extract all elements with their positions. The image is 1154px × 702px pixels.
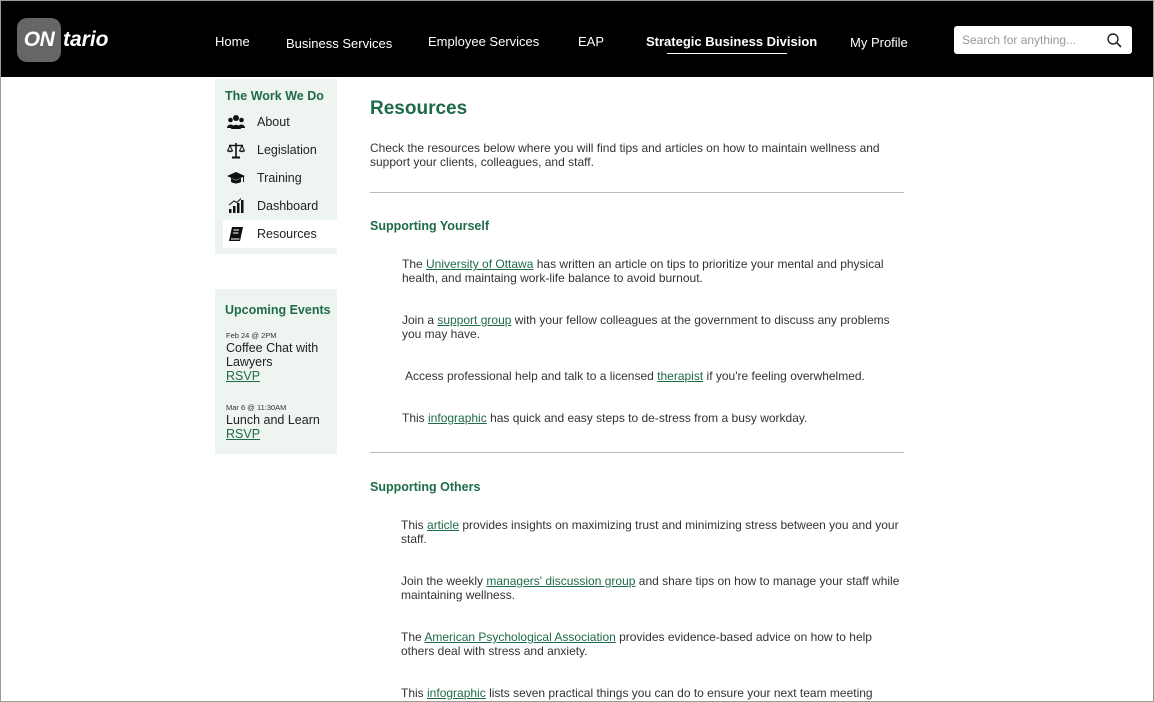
bar-chart-icon — [227, 197, 245, 215]
resource-paragraph: The University of Ottawa has written an article on tips to prioritize your mental and physical health, and maintaing work-life balance to avoid burnout. — [402, 257, 884, 285]
event-date: Mar 6 @ 11:30AM — [226, 403, 287, 412]
work-we-do-panel — [215, 79, 337, 254]
resource-paragraph: Join the weekly managers' discussion group and share tips on how to manage your staff while maintaining wellness. — [401, 574, 900, 602]
section-title-supporting-others: Supporting Others — [370, 480, 481, 494]
resource-paragraph: Join a support group with your fellow colleagues at the government to discuss any problems you may have. — [402, 313, 890, 341]
upcoming-events-title: Upcoming Events — [225, 303, 331, 317]
resource-link[interactable]: University of Ottawa — [426, 257, 534, 271]
event-title: Coffee Chat with Lawyers — [226, 341, 319, 369]
intro-text: Check the resources below where you will find tips and articles on how to maintain wellness and support your clients, colleagues, and staff. — [370, 141, 880, 169]
logo-text: tario — [63, 28, 109, 51]
upcoming-events-panel — [215, 289, 337, 454]
resource-link[interactable]: infographic — [427, 686, 486, 700]
sidebar-item-about[interactable] — [223, 108, 337, 136]
section-divider — [370, 192, 904, 193]
resource-link[interactable]: article — [427, 518, 460, 532]
logo-badge: ON — [17, 18, 61, 62]
search-box — [954, 26, 1132, 54]
resource-link[interactable]: support group — [437, 313, 512, 327]
users-icon — [227, 113, 245, 131]
resource-paragraph: Access professional help and talk to a licensed therapist if you're feeling overwhelmed. — [405, 369, 865, 383]
graduation-cap-icon — [227, 169, 245, 187]
search-icon[interactable] — [1106, 32, 1122, 48]
nav-business-services[interactable]: Business Services — [286, 36, 393, 51]
sidebar-item-label: Legislation — [257, 143, 317, 157]
resource-link[interactable]: infographic — [428, 411, 487, 425]
sidebar-item-dashboard[interactable] — [223, 192, 337, 220]
resource-link[interactable]: American Psychological Association — [424, 630, 616, 644]
page-title: Resources — [370, 98, 468, 119]
resource-link[interactable]: managers' discussion group — [486, 574, 636, 588]
sidebar-item-label: About — [257, 115, 290, 129]
event-rsvp-link[interactable]: RSVP — [226, 369, 261, 383]
book-icon — [227, 225, 245, 243]
resource-paragraph: This article provides insights on maximizing trust and minimizing stress between you and your staff. — [401, 518, 899, 546]
nav-home[interactable]: Home — [215, 34, 250, 49]
sidebar-item-resources[interactable] — [223, 220, 337, 248]
ontario-logo[interactable] — [17, 17, 109, 63]
top-nav-bar — [1, 1, 1153, 77]
sidebar-item-label: Training — [257, 171, 302, 185]
resource-paragraph: This infographic has quick and easy steps to de-stress from a busy workday. — [402, 411, 808, 425]
work-we-do-title: The Work We Do — [225, 89, 324, 103]
active-nav-underline — [667, 53, 787, 54]
sidebar-item-label: Resources — [257, 227, 317, 241]
section-divider — [370, 452, 904, 453]
event-rsvp-link[interactable]: RSVP — [226, 427, 261, 441]
resource-paragraph: This infographic lists seven practical things you can do to ensure your next team meeting — [401, 686, 873, 700]
nav-employee-services[interactable]: Employee Services — [428, 34, 540, 49]
event-title: Lunch and Learn — [226, 413, 320, 427]
section-title-supporting-yourself: Supporting Yourself — [370, 219, 489, 233]
sidebar-item-training[interactable] — [223, 164, 337, 192]
sidebar-item-legislation[interactable] — [223, 136, 337, 164]
resource-paragraph: The American Psychological Association provides evidence-based advice on how to help others deal with stress and anxiety. — [401, 630, 872, 658]
nav-my-profile[interactable]: My Profile — [850, 35, 908, 50]
search-input[interactable] — [954, 26, 1107, 54]
scales-icon — [227, 141, 245, 159]
nav-strategic-business-division[interactable]: Strategic Business Division — [646, 34, 818, 49]
resource-link[interactable]: therapist — [657, 369, 704, 383]
sidebar-item-label: Dashboard — [257, 199, 319, 213]
nav-eap[interactable]: EAP — [578, 34, 605, 49]
event-date: Feb 24 @ 2PM — [226, 331, 277, 340]
